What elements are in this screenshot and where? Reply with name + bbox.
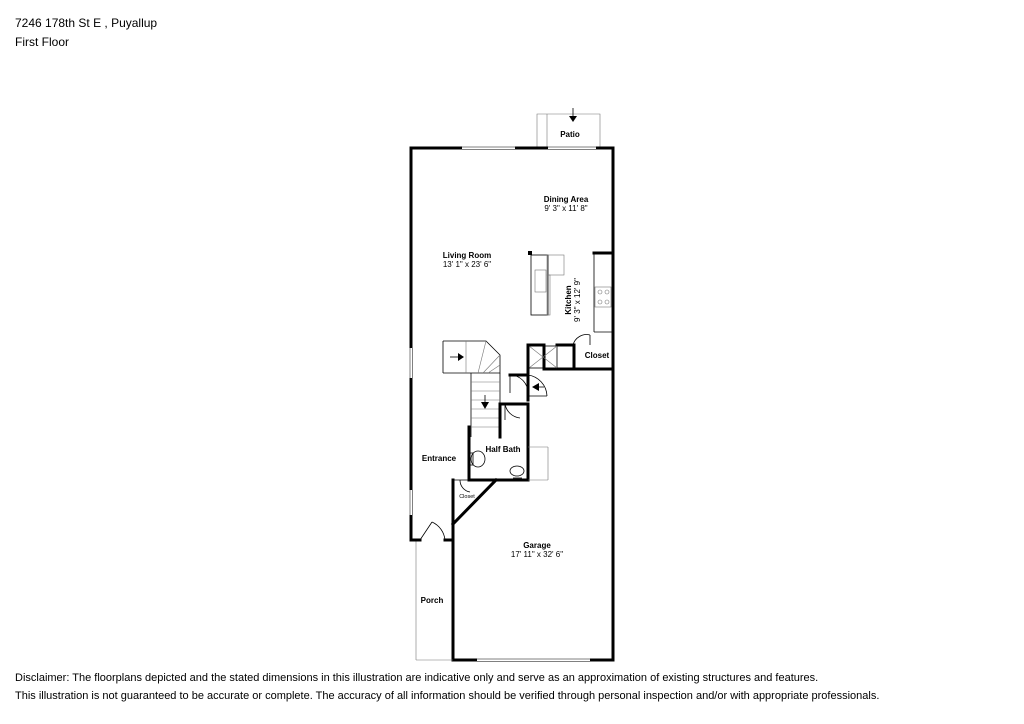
closet-walls <box>529 345 574 369</box>
room-label-kitchen: Kitchen <box>564 285 573 315</box>
patio-outline <box>537 108 600 148</box>
floor-name: First Floor <box>15 35 69 49</box>
sink <box>510 466 524 476</box>
room-label-small-closet: Closet <box>459 494 475 500</box>
cooktop <box>595 287 611 307</box>
room-label-patio: Patio <box>560 130 580 139</box>
half-bath-walls <box>469 345 548 480</box>
room-label-porch: Porch <box>420 596 444 605</box>
disclaimer-line-2: This illustration is not guaranteed to be accurate or complete. The accuracy of all information should be verified through personal inspection and/or with appropriate professionals. <box>15 690 880 702</box>
room-dims-kitchen: 9' 3" x 12' 9" <box>573 278 582 322</box>
stairs-down-arrow-icon <box>481 402 489 409</box>
room-dims-garage: 17' 11" x 32' 6" <box>510 550 564 559</box>
staircase <box>443 341 500 437</box>
small-closet-walls <box>453 480 496 524</box>
patio-entry-arrow-icon <box>569 116 577 122</box>
front-door <box>420 522 445 540</box>
room-label-living: Living Room <box>442 251 492 260</box>
garage-entry-arrow-icon <box>532 383 539 391</box>
property-address: 7246 178th St E , Puyallup <box>15 16 158 30</box>
room-label-dining: Dining Area <box>543 195 589 204</box>
room-dims-dining: 9' 3" x 11' 8" <box>544 204 588 213</box>
garage-entry-door <box>528 375 547 400</box>
room-label-closet: Closet <box>584 351 610 360</box>
room-label-entrance: Entrance <box>421 454 457 463</box>
disclaimer-line-1: Disclaimer: The floorplans depicted and the stated dimensions in this illustration are indicative only and serve as an approximation of existing structures and features. <box>15 672 819 684</box>
stairs-up-arrow-icon <box>458 353 464 361</box>
room-label-garage: Garage <box>523 541 551 550</box>
room-label-half-bath: Half Bath <box>485 445 521 454</box>
room-dims-living: 13' 1" x 23' 6" <box>442 260 492 269</box>
